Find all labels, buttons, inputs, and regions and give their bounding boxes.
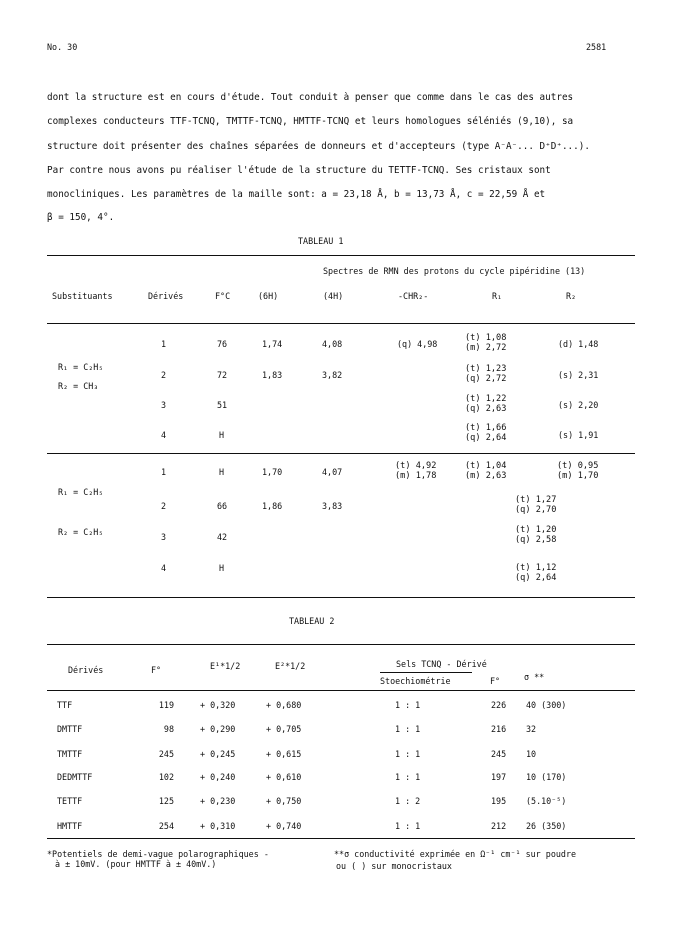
table-cell: 245: [491, 749, 507, 759]
col-header: Sels TCNQ - Dérivé: [396, 659, 487, 669]
table-cell: 226: [491, 700, 507, 710]
table-cell: (5.10⁻⁵): [526, 796, 567, 806]
table-cell: (t) 1,27 (q) 2,70: [515, 495, 557, 515]
table-cell: + 0,750: [266, 796, 302, 806]
table-cell: DEDMTTF: [57, 772, 93, 782]
table-cell: 1: [161, 339, 167, 349]
header-underline: [380, 672, 472, 673]
table-cell: (q) 4,98: [397, 339, 438, 349]
table-cell: + 0,290: [200, 724, 236, 734]
table-cell: 1: [161, 467, 167, 477]
footnote: à ± 10mV. (pour HMTTF à ± 40mV.): [55, 859, 217, 869]
table-cell: (t) 1,66 (q) 2,64: [465, 423, 507, 443]
table-cell: (t) 1,04 (m) 2,63: [465, 461, 507, 481]
table-cell: + 0,310: [200, 821, 236, 831]
table-rule: [47, 838, 635, 839]
table-cell: H: [219, 563, 225, 573]
table-cell: 51: [217, 400, 228, 410]
table-cell: HMTTF: [57, 821, 83, 831]
table-cell: 4: [161, 430, 167, 440]
table-cell: 4: [161, 563, 167, 573]
table-rule: [47, 323, 635, 324]
table-cell: TETTF: [57, 796, 83, 806]
col-header: σ **: [524, 672, 545, 682]
table-rule: [47, 255, 635, 256]
table-cell: (d) 1,48: [558, 339, 599, 349]
table-cell: (s) 1,91: [558, 430, 599, 440]
table-rule: [47, 453, 635, 454]
table-cell: 195: [491, 796, 507, 806]
substituent-label: R₁ = C₂H₅: [58, 487, 104, 497]
paragraph-line: structure doit présenter des chaînes séparées de donneurs et d'accepteurs (type A⁻A⁻... D⁺D⁺...).: [47, 141, 590, 152]
table-cell: 1,86: [262, 501, 283, 511]
substituent-label: R₁ = C₂H₅: [58, 362, 104, 372]
paragraph-line: β = 150, 4°.: [47, 212, 115, 223]
table-cell: TMTTF: [57, 749, 83, 759]
table-cell: 1,83: [262, 370, 283, 380]
table-cell: 42: [217, 532, 228, 542]
footnote: ou ( ) sur monocristaux: [336, 861, 452, 871]
table-cell: 98: [163, 724, 174, 734]
table-rule: [47, 597, 635, 598]
table-cell: 1,74: [262, 339, 283, 349]
table-cell: (t) 4,92 (m) 1,78: [395, 461, 437, 481]
col-header: -CHR₂-: [398, 291, 429, 301]
table-cell: + 0,320: [200, 700, 236, 710]
table-cell: (t) 1,08 (m) 2,72: [465, 333, 507, 353]
table-cell: 66: [217, 501, 228, 511]
table-cell: 1,70: [262, 467, 283, 477]
table-cell: 1 : 1: [395, 700, 421, 710]
table-cell: + 0,740: [266, 821, 302, 831]
table-cell: 10 (170): [526, 772, 567, 782]
table-cell: + 0,680: [266, 700, 302, 710]
issue-number: No. 30: [47, 42, 78, 52]
table-cell: + 0,615: [266, 749, 302, 759]
table-cell: (t) 1,23 (q) 2,72: [465, 364, 507, 384]
table-cell: TTF: [57, 700, 73, 710]
table-cell: (t) 1,12 (q) 2,64: [515, 563, 557, 583]
table-cell: 40 (300): [526, 700, 567, 710]
table-cell: 254: [158, 821, 174, 831]
col-header: E¹*1/2: [210, 661, 241, 671]
table-cell: 3,83: [322, 501, 343, 511]
table-cell: 212: [491, 821, 507, 831]
col-header: (6H): [258, 291, 279, 301]
table-cell: + 0,610: [266, 772, 302, 782]
page-number: 2581: [586, 42, 607, 52]
table-cell: 4,08: [322, 339, 343, 349]
paragraph-line: Par contre nous avons pu réaliser l'étude de la structure du TETTF-TCNQ. Ses cristaux sont: [47, 165, 551, 176]
table-cell: 72: [217, 370, 228, 380]
col-header: Dérivés: [68, 665, 104, 675]
table-cell: 245: [158, 749, 174, 759]
table-cell: 1 : 2: [395, 796, 421, 806]
table-cell: (s) 2,31: [558, 370, 599, 380]
table-cell: + 0,240: [200, 772, 236, 782]
table-cell: (t) 1,20 (q) 2,58: [515, 525, 557, 545]
tableau1-super-header: Spectres de RMN des protons du cycle pipéridine (13): [323, 266, 586, 276]
col-header: Substituants: [52, 291, 113, 301]
table-rule: [47, 690, 635, 691]
table-cell: 10: [526, 749, 537, 759]
table-cell: (t) 0,95 (m) 1,70: [557, 461, 599, 481]
col-header: F°: [490, 676, 501, 686]
table-cell: 125: [158, 796, 174, 806]
tableau2-title: TABLEAU 2: [289, 616, 335, 626]
table-cell: 1 : 1: [395, 724, 421, 734]
table-cell: 216: [491, 724, 507, 734]
table-rule: [47, 644, 635, 645]
tableau1-title: TABLEAU 1: [298, 236, 344, 246]
table-cell: (s) 2,20: [558, 400, 599, 410]
substituent-label: R₂ = C₂H₅: [58, 527, 104, 537]
table-cell: 119: [158, 700, 174, 710]
paragraph-line: dont la structure est en cours d'étude. Tout conduit à penser que comme dans le cas des autres: [47, 92, 574, 103]
col-header: F°C: [215, 291, 231, 301]
table-cell: 2: [161, 501, 167, 511]
table-cell: H: [219, 467, 225, 477]
table-cell: 3,82: [322, 370, 343, 380]
table-cell: 2: [161, 370, 167, 380]
table-cell: 102: [158, 772, 174, 782]
table-cell: (t) 1,22 (q) 2,63: [465, 394, 507, 414]
col-header: Dérivés: [148, 291, 184, 301]
paragraph-line: monocliniques. Les paramètres de la maille sont: a = 23,18 Å, b = 13,73 Å, c = 22,59 Å et: [47, 189, 546, 200]
footnote: *Potentiels de demi-vague polarographiques -: [47, 849, 269, 859]
col-header: F°: [151, 665, 162, 675]
col-header: R₁: [492, 291, 503, 301]
paragraph-line: complexes conducteurs TTF-TCNQ, TMTTF-TCNQ, HMTTF-TCNQ et leurs homologues séléniés (9,10), sa: [47, 116, 574, 127]
col-header: R₂: [566, 291, 577, 301]
table-cell: + 0,245: [200, 749, 236, 759]
col-header: (4H): [323, 291, 344, 301]
col-header: E²*1/2: [275, 661, 306, 671]
table-cell: 197: [491, 772, 507, 782]
substituent-label: R₂ = CH₃: [58, 381, 99, 391]
table-cell: 1 : 1: [395, 749, 421, 759]
table-cell: 4,07: [322, 467, 343, 477]
table-cell: + 0,705: [266, 724, 302, 734]
table-cell: 32: [526, 724, 537, 734]
table-cell: 76: [217, 339, 228, 349]
footnote: **σ conductivité exprimée en Ω⁻¹ cm⁻¹ sur poudre: [334, 849, 577, 859]
table-cell: DMTTF: [57, 724, 83, 734]
table-cell: H: [219, 430, 225, 440]
table-cell: 26 (350): [526, 821, 567, 831]
table-cell: 3: [161, 400, 167, 410]
table-cell: + 0,230: [200, 796, 236, 806]
table-cell: 1 : 1: [395, 772, 421, 782]
table-cell: 1 : 1: [395, 821, 421, 831]
col-header: Stoechiométrie: [380, 676, 451, 686]
table-cell: 3: [161, 532, 167, 542]
